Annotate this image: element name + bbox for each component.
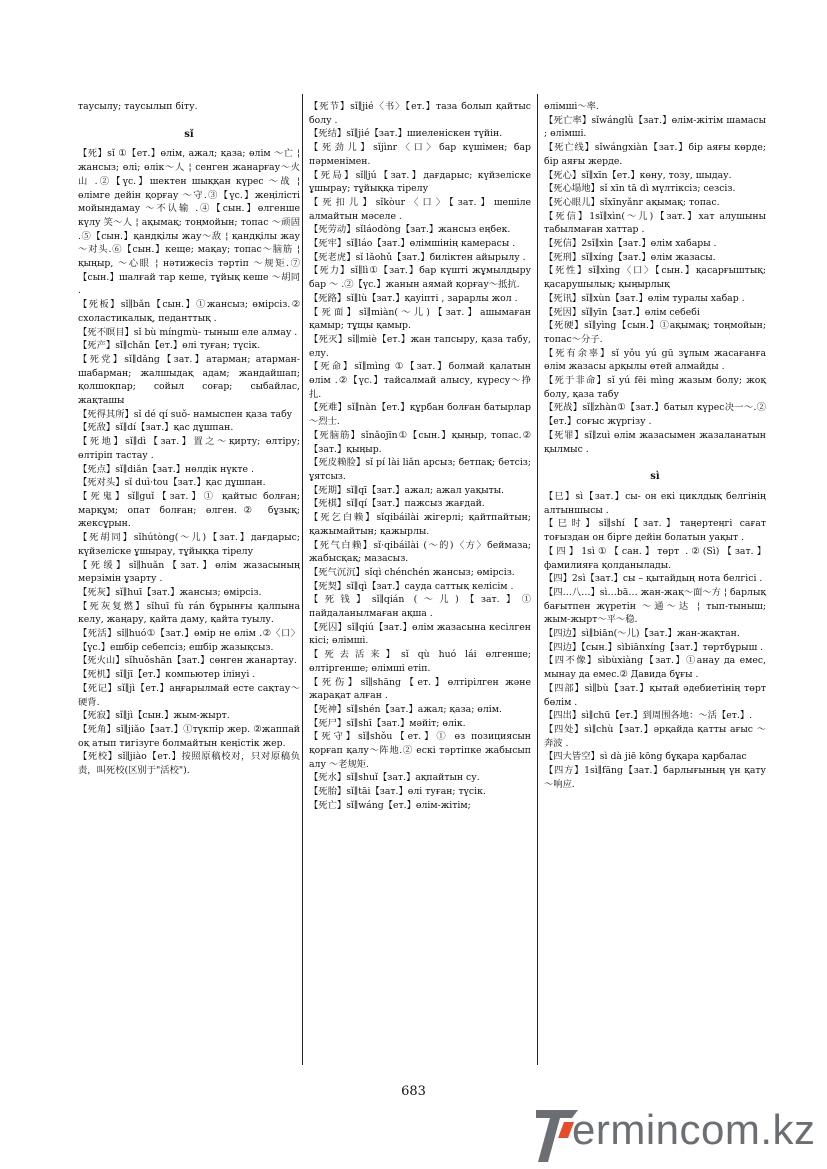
dictionary-entry: 【死因】sǐ∥yīn【зат.】өлім себебі [544,306,700,318]
dictionary-entry: 【死寂】sǐ∥jì【сын.】жым-жырт. [78,710,230,722]
dictionary-entry: 【死钱】sǐ∥qián (～儿)【зат.】① пайдаланылмаған ақша . [309,594,531,620]
dictionary-entry: 【死产】sǐ∥chǎn【ет.】өлі туған; түсік. [78,340,261,352]
dictionary-entry: 【四方】1sì∥fāng【зат.】барлығының үн қату～响应. [544,765,766,790]
dictionary-entry: 【死命】sǐ∥mìng ①【зат.】болмай қалатын өлім .②【үс.】тайсалмай алысу, күресу～挣扎. [309,361,531,400]
dictionary-entry: 【死亡】sǐ∥wáng【ет.】өлім-жітім; [309,799,471,811]
dictionary-entry: 【死讯】sǐ∥xùn【зат.】өлім туралы хабар . [544,292,745,304]
dictionary-entry: 【死劳动】sǐláodòng【зат.】жансыз еңбек. [309,224,511,236]
dictionary-entry: 【死角】sǐ∥jiǎo【зат.】①түкпір жер. ②жаппай оқ атып тигізуге болмайтын кеңістік жер. [78,723,300,749]
dictionary-entry: 【死水】sǐ∥shuǐ【зат.】ақпайтын су. [309,772,480,784]
dictionary-entry: 【死脑筋】sǐnǎojīn①【сын.】қыңыр, топас.②【зат.】қыңыр. [309,429,531,455]
dictionary-entry: 【死有余辜】sǐ yǒu yú gū зұлым жасағанға өлім жазасы арқылы өтей алмайды . [544,347,766,373]
dictionary-entry: 【死火山】sǐhuǒshān【зат.】сөнген жанартау. [78,655,297,667]
dictionary-entry: 【死板】sǐ∥bǎn【сын.】①жансыз; өмірсіз.② схоластикалық, педанттық . [78,299,300,324]
dictionary-entry: 【死敌】sǐ∥dí【зат.】қас дұшпан. [78,422,234,434]
dictionary-entry: 【死亡率】sǐwánglǜ【зат.】өлім-жітім шамасы ; өлімші. [544,114,766,140]
section-heading: sǐ [184,128,194,140]
dictionary-entry: 【死面】sǐ∥miàn(～儿)【зат.】ашымаған қамыр; тұщы қамыр. [309,306,531,332]
dictionary-entry: 【四边】【сын.】sìbiānxíng【зат.】төртбұрыш . [544,641,764,653]
dictionary-entry: 【死性】sǐ∥xìng〈口〉【сын.】қасарғыштық; қасарушылық; қыңырлық [544,265,766,291]
dictionary-entry: 【巳时】sǐ∥shí【зат.】таңертеңгі сағат тоғыздан он бірге дейін болатын уақыт . [544,518,766,544]
dictionary-entry: 【死党】sǐ∥dǎng【зат.】атарман; атарман-шабарман; жалшыдақ адам; жандайшап; қолшоқпар; сойыл соғар; сыбайлас, жақташы [78,353,300,407]
dictionary-entry: 【死牢】sǐ∥láo【зат.】өлімшінің камерасы . [309,238,516,250]
dictionary-entry: 【死校】sǐ∥jiào【ет.】按照原稿校对，只对原稿负责，叫死校(区别于"活校"). [78,751,300,777]
dictionary-entry: 【死契】sǐ∥qì【зат.】сауда саттық келісім . [309,580,514,592]
column-divider-2 [537,94,538,1065]
dictionary-entry: 【死灭】sǐ∥miè【ет.】жан тапсыру, қаза табу, елу. [309,333,531,359]
dictionary-entry: 【死皮赖脸】sǐ pí lài liǎn арсыз; бетпақ; бетсіз; ұятсыз. [309,457,531,482]
page-number: 683 [401,1084,426,1099]
dictionary-entry: 【死胡同】sǐhútòng(～儿)【зат.】дағдарыс; күйзеліске ұшырау, тұйыққа тірелу [78,532,300,557]
dictionary-entry: 【死信】1sǐ∥xìn(～儿)【зат.】хат алушыны табылмаған хаттар . [544,210,766,236]
dictionary-entry: 【死于非命】sǐ yú fēi mìng жазым болу; жоқ болу, қаза табу [544,375,766,400]
dictionary-entry: 【死刑】sǐ∥xíng【зат.】өлім жазасы. [544,251,716,263]
dictionary-entry: 【死记】sǐ∥jì【ет.】аңғарылмай есте сақтау～硬背. [78,682,300,708]
dictionary-entry: 【四不像】sìbùxiàng【зат.】①анау да емес, мынау да емес.② Давида бұғы . [544,655,766,681]
dictionary-entry: 【死缓】sǐ∥huǎn【зат.】өлім жазасының мерзімін ұзарту . [78,559,300,585]
dictionary-entry: 【死战】sǐ∥zhàn①【зат.】батыл күрес决一～.②【ет.】соғыс жүргізу . [544,402,766,428]
dictionary-entry: 【四大皆空】sì dà jiē kōng бұқара қарбалас [544,751,747,763]
dictionary-entry: 【死信】2sǐ∥xìn【зат.】өлім хабары . [544,238,717,250]
dictionary-entry: 【死局】sǐ∥jú【зат.】дағдарыс; күйзеліске ұшырау; тұйыққа тірелу [309,169,531,195]
dictionary-entry: 【死难】sǐ∥nàn【ет.】құрбан болған батырлар～烈士. [309,402,531,428]
dictionary-entry: 【四处】sì∥chù【зат.】әрқайда қатты ағыс ～奔波 . [544,723,766,749]
column-divider-1 [302,94,303,1065]
dictionary-entry: 【死节】sǐ∥jié〈书〉【ет.】таза болып қайтыс болу . [309,101,531,126]
dictionary-entry: 【死不瞑目】sǐ bù míngmù- тыныш еле алмау . [78,326,298,338]
dictionary-entry: 【死鬼】sǐ∥guǐ【зат.】① қайтыс болған; марқұм; опат болған; өлген.② бұзық; жексұрын. [78,490,300,530]
dictionary-entry: 【死罪】sǐ∥zuì өлім жазасымен жазаланатын қылмыс . [544,429,766,455]
dictionary-entry: 【死心】sǐ∥xīn【ет.】көну, тозу, шыдау. [544,169,732,181]
dictionary-entry: 【死尸】sǐ∥shī【зат.】мәйіт; өлік. [309,717,466,729]
dictionary-entry: 【死囚】sǐ∥qiú【зат.】өлім жазасына кесілген кісі; өлімші. [309,621,531,647]
dictionary-entry: 【死得其所】sǐ dé qí suǒ- намыспен қаза табу [78,408,293,420]
dictionary-entry: таусылу; таусылып біту. [78,101,198,112]
dictionary-entry: 【死乞白赖】sǐqibáilài жігерлі; қайтпайтын; қажымайтын; қажырлы. [309,512,531,537]
dictionary-entry: 【死对头】sǐ duì·tou【зат.】қас дұшпан. [78,477,266,489]
terminсom-logo [530,1100,820,1162]
dictionary-entry: 【死扣儿】sǐkòur〈口〉【зат.】шешіле алмайтын мәселе . [309,196,531,222]
dictionary-entry: 【四】2sì【зат.】сы – қытайдың нота белгісі . [544,573,763,585]
dictionary-entry: 【四部】sì∥bù【зат.】қытай әдебиетінің төрт бөлім . [544,682,766,708]
dictionary-entry: 【死路】sǐ∥lù【зат.】қауіпті , зарарлы жол . [309,292,518,304]
dictionary-entry: 【死老虎】sǐ lǎohǔ【зат.】билiктен айырылу . [309,251,526,263]
dictionary-entry: 【死心眼儿】sǐxīnyǎnr ақымақ; топас. [544,196,720,208]
dictionary-entry: 【四…八…】sì…bā… жан-жақ～面～方 ¦ барлық бағытпен жүретін ～通～达 ¦ тып-тыныш; жым-жырт～平～稳. [544,586,766,626]
dictionary-column-2 [309,100,531,813]
dictionary-entry: 【死力】sǐ∥lì①【зат.】бар күшті жұмылдыру бар ～ .②【үс.】жанын аямай қорғау～抵抗. [309,265,531,291]
dictionary-entry: 【四出】sì∥chū【ет.】到周围各地：～活【ет.】. [544,710,753,722]
dictionary-column-3 [544,100,766,791]
dictionary-entry: 【死地】sǐ∥dì【зат.】置之～қирту; өлтіру; өлтіріп тастау . [78,436,300,461]
dictionary-entry: 【死】sǐ ①【ет.】өлім, ажал; қаза; өлім ～亡 ¦ жансыз; өлі; өлік～人 ¦ сенген жанарғау～火山 .②【үс.】шектен шыққан күрес ～战 ¦ өлімге дейін қорғау ～守.③【үс.】жеңілісті мойындамау ～不认输 .④【сын.】өлгенше күлу 笑～人 ¦ ақымақ; тоңмойын; топас ～顽固 .⑤【сын.】қандқілы жау～敌 ¦ қандқілы жау～对头.⑥【сын.】кеще; мақау; топас～脑筋 ¦ қыңыр, ～心眼 ¦ нәтижесіз тәртіп ～规矩.⑦【сын.】шалғай тар кеше, тұйық кеше ～胡同 . [78,148,300,297]
dictionary-entry: 【死胎】sǐ∥tāi【зат.】өлі туған; түсік. [309,786,486,798]
dictionary-entry: 【死亡线】sǐwángxiàn【зат.】бір аяғы көрде; бір аяғы жерде. [544,142,766,167]
dictionary-entry: 【死劲儿】sǐjìnr〈口〉бар күшімен; бар пәрменімен. [309,142,531,167]
dictionary-entry: 【死机】sǐ∥jī【ет.】компьютер ілінуі . [78,669,256,681]
dictionary-entry: 【死伤】sǐ∥shāng【ет.】өлтірілген және жарақат алған . [309,676,531,702]
dictionary-entry: 【死气沉沉】sǐqì chénchén жансыз; өмірсіз. [309,566,515,578]
dictionary-entry: өлімші～率. [544,101,599,112]
dictionary-entry: 【巳】sì【зат.】сы- он екі циклдық белгінің алтыншысы . [544,490,766,516]
dictionary-entry: 【死硬】sǐ∥yìng【сын.】①ақымақ; тоңмойын; топас～分子. [544,320,766,345]
logo-text: ermincom.kz [572,1106,816,1153]
dictionary-entry: 【四】1sì①【сан.】төрт .②(Sì)【зат.】фамилияға қолданылады. [544,545,766,571]
dictionary-entry: 【死守】sǐ∥shǒu【ет.】① өз позициясын қорғап қалу～阵地.② ескі тәртіпке жабысып алу ～老规矩. [309,731,531,770]
dictionary-entry: 【死期】sǐ∥qī【зат.】ажал; ажал уақыты. [309,484,505,496]
dictionary-entry: 【死活】sǐ∥huó①【зат.】өмір не өлім .②〈口〉【үс.】ешбір себепсіз; ешбір жазықсыз. [78,628,300,653]
dictionary-entry: 【死神】sǐ∥shén【зат.】ажал; қаза; өлім. [309,703,502,715]
dictionary-entry: 【死点】sǐ∥diǎn【зат.】нөлдік нүкте . [78,463,254,475]
dictionary-entry: 【死气白赖】sǐ·qibáilài (～的)〈方〉беймаза; жабысқақ; мазасыз. [309,539,531,565]
section-heading: sì [650,471,660,483]
dictionary-entry: 【死棋】sǐ∥qí【зат.】пажсыз жағдай. [309,498,485,510]
dictionary-entry: 【死心塌地】sǐ xīn tā dì мүлтіксіз; сезсіз. [544,183,736,195]
dictionary-entry: 【死结】sǐ∥jié【зат.】шиеленіскен түйін. [309,128,503,140]
dictionary-entry: 【死灰】sǐ∥huī【зат.】жансыз; өмірсіз. [78,586,262,598]
dictionary-entry: 【死灰复燃】sǐhuī fù rán бұрынғы қалпына келу, жаңару, қайта даму, қайта туылу. [78,600,300,626]
dictionary-column-1 [78,100,300,778]
dictionary-entry: 【死去活来】sǐ qù huó lái өлгенше; өлтіргенше; өлімші етіп. [309,649,531,674]
dictionary-entry: 【四边】sì∥biān(～儿)【зат.】жан-жақтан. [544,628,740,640]
